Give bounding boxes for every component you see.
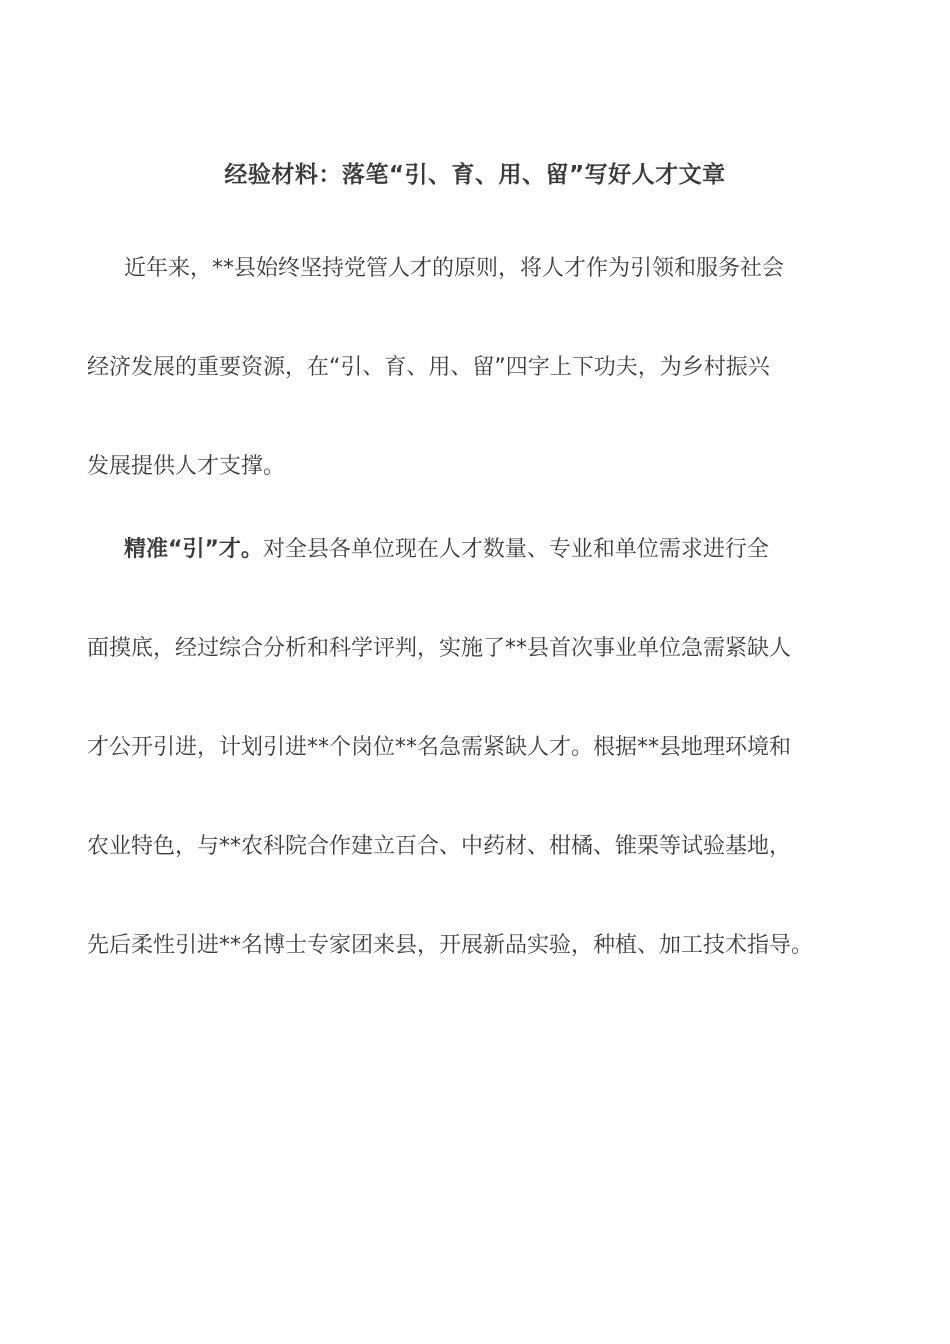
paragraph-line: 才公开引进，计划引进**个岗位**名急需紧缺人才。根据**县地理环境和 <box>87 735 792 760</box>
paragraph-line: 近年来，**县始终坚持党管人才的原则，将人才作为引领和服务社会 <box>124 256 785 281</box>
paragraph-line: 农业特色，与**农科院合作建立百合、中药材、柑橘、锥栗等试验基地， <box>87 834 792 859</box>
paragraph-line-text: 对全县各单位现在人才数量、专业和单位需求进行全 <box>262 537 769 562</box>
paragraph-line <box>124 535 769 565</box>
paragraph-line: 经济发展的重要资源，在“引、育、用、留”四字上下功夫，为乡村振兴 <box>87 355 770 380</box>
paragraph-line: 面摸底，经过综合分析和科学评判，实施了**县首次事业单位急需紧缺人 <box>87 636 792 661</box>
paragraph-lead-heading: 精准“引”才。 <box>124 537 263 562</box>
document-title: 经验材料：落笔“引、育、用、留”写好人才文章 <box>224 162 726 188</box>
paragraph-line: 先后柔性引进**名博士专家团来县，开展新品实验，种植、加工技术指导。 <box>87 933 814 958</box>
paragraph-line: 发展提供人才支撑。 <box>87 454 286 479</box>
